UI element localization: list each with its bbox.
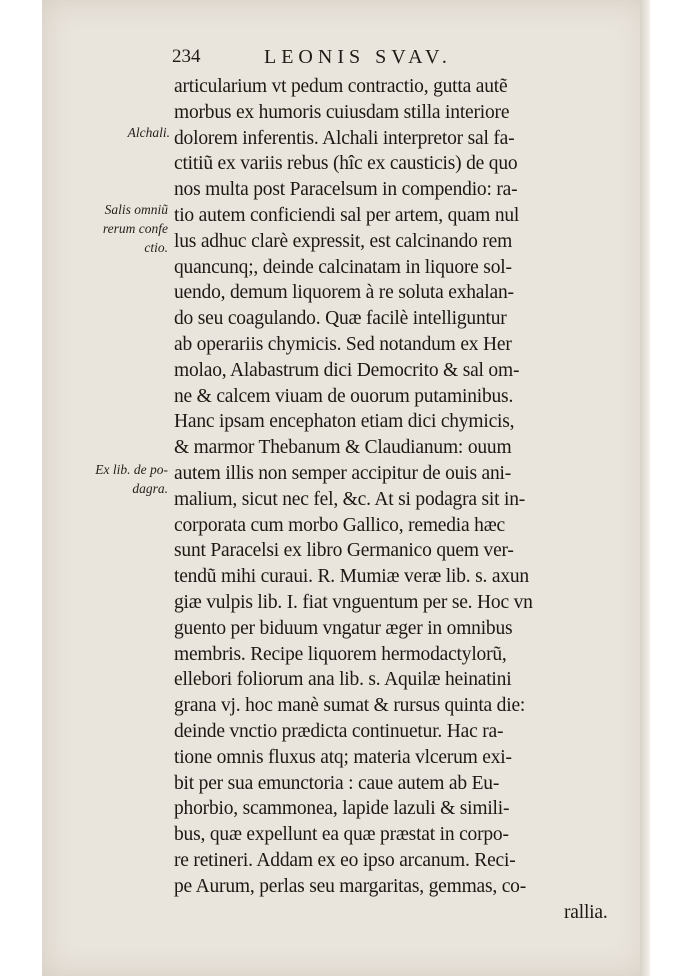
text-line: corporata cum morbo Gallico, remedia hæc [174,514,505,536]
text-line: guento per biduum vngatur æger in omnibus [174,617,513,639]
text-line: tendũ mihi curaui. R. Mumiæ veræ lib. s. axun [174,566,529,588]
text-line: & marmor Thebanum & Claudianum: ouum [174,437,512,459]
text-line: uendo, demum liquorem à re soluta exhalan- [174,282,514,304]
text-line: articularium vt pedum contractio, gutta autẽ [174,76,508,97]
text-line: deinde vnctio prædicta continuetur. Hac ra- [174,720,504,742]
text-line: nos multa post Paracelsum in compendio: ra- [174,179,518,201]
text-line: bus, quæ expellunt ea quæ præstat in corpo- [174,824,509,846]
text-line: sunt Paracelsi ex libro Germanico quem ver- [174,540,514,562]
margin-note-line: Ex lib. de po- [95,462,168,477]
text-line: autem illis non semper accipitur de ouis ani- [174,462,512,484]
text-line: tione omnis fluxus atq; materia vlcerum exi- [174,746,512,768]
margin-note-line: Alchali. [127,125,170,140]
margin-note-alchali [104,123,170,142]
margin-note-line: dagra. [132,481,168,496]
margin-note-line: Salis omniũ [104,202,168,217]
text-line: rallia. [564,901,608,923]
text-line: lus adhuc clarè expressit, est calcinando rem [174,230,513,252]
text-line: membris. Recipe liquorem hermodactylorũ, [174,643,507,665]
text-line: molao, Alabastrum dici Democrito & sal om- [174,359,520,381]
text-line: re retineri. Addam ex eo ipso arcanum. Reci- [174,849,516,871]
text-line: morbus ex humoris cuiusdam stilla interiore [174,101,510,123]
text-line: do seu coagulando. Quæ facilè intelliguntur [174,308,507,330]
margin-note-line: ctio. [144,240,168,255]
text-line: ne & calcem viuam de ouorum putaminibus. [174,385,514,407]
text-line: Hanc ipsam encephaton etiam dici chymicis, [174,411,515,433]
page-number: 234 [172,46,201,67]
text-line: ab operariis chymicis. Sed notandum ex Her [174,333,512,355]
text-line: pe Aurum, perlas seu margaritas, gemmas, co- [174,875,527,897]
text-line: dolorem inferentis. Alchali interpretor sal fa- [174,127,515,149]
main-text-block [174,74,606,925]
text-line: giæ vulpis lib. I. fiat vnguentum per se. Hoc vn [174,591,533,613]
margin-note-podagra [70,460,168,498]
text-line: ellebori foliorum ana lib. s. Aquilæ heinatini [174,669,512,691]
text-line: tio autem conficiendi sal per artem, quam nul [174,204,520,226]
text-line: phorbio, scammonea, lapide lazuli & simili- [174,798,510,820]
text-line: malium, sicut nec fel, &c. At si podagra sit in- [174,488,526,510]
margin-note-salis [66,200,168,257]
page-edge [640,0,650,976]
text-line: ctitiũ ex variis rebus (hîc ex causticis) de quo [174,153,518,175]
text-line: bit per sua emunctoria : caue autem ab Eu- [174,772,500,794]
margin-note-line: rerum confe [102,221,168,236]
text-line: quancunq;, deinde calcinatam in liquore sol- [174,256,512,278]
text-line: grana vj. hoc manè sumat & rursus quinta die: [174,695,526,717]
running-title: LEONIS SVAV. [264,46,452,68]
